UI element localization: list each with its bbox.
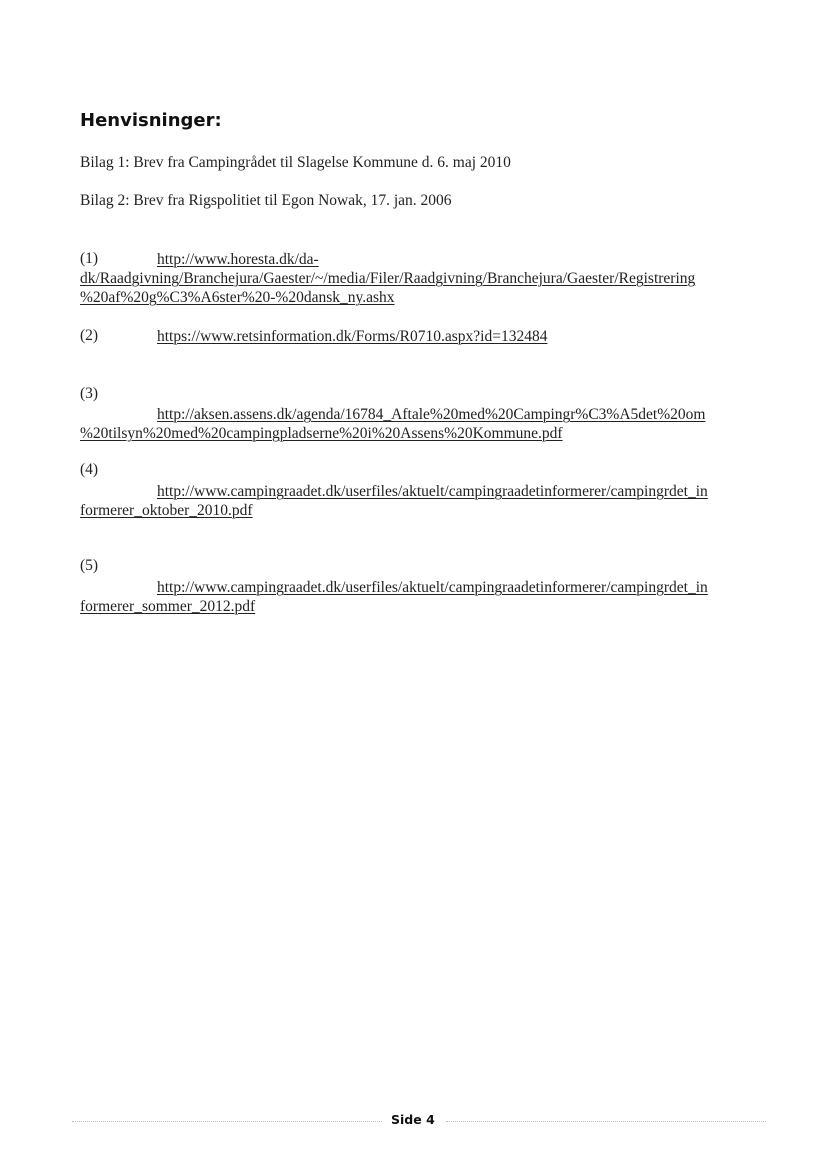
page-number: Side 4: [391, 1112, 435, 1127]
reference-link-1-line-3: %20af%20g%C3%A6ster%20-%20dansk_ny.ashx: [80, 289, 395, 306]
reference-link-5[interactable]: [80, 578, 760, 616]
page-heading: Henvisninger:: [80, 110, 222, 131]
bilag-2: Bilag 2: Brev fra Rigspolitiet til Egon Nowak, 17. jan. 2006: [80, 192, 452, 209]
reference-number-3: (3): [80, 385, 99, 402]
reference-number-2: (2): [80, 327, 99, 344]
reference-number-5: (5): [80, 557, 99, 574]
reference-link-3-line-2: %20tilsyn%20med%20campingpladserne%20i%20Assens%20Kommune.pdf: [80, 425, 563, 442]
reference-link-4[interactable]: [80, 482, 760, 520]
reference-link-1-line-1: http://www.horesta.dk/da-: [157, 251, 319, 268]
reference-link-3[interactable]: [80, 405, 760, 443]
reference-link-5-line-2: formerer_sommer_2012.pdf: [80, 598, 256, 615]
bilag-1: Bilag 1: Brev fra Campingrådet til Slagelse Kommune d. 6. maj 2010: [80, 154, 511, 171]
reference-link-4-line-2: formerer_oktober_2010.pdf: [80, 502, 253, 519]
reference-link-1-line-2: dk/Raadgivning/Branchejura/Gaester/~/media/Filer/Raadgivning/Branchejura/Gaester/Registrering: [80, 270, 696, 287]
footer-rule-left: [72, 1121, 382, 1122]
reference-number-4: (4): [80, 461, 99, 478]
reference-link-5-line-1: http://www.campingraadet.dk/userfiles/aktuelt/campingraadetinformerer/campingrdet_in: [157, 579, 708, 596]
reference-link-2-line-1: https://www.retsinformation.dk/Forms/R0710.aspx?id=132484: [157, 328, 548, 345]
reference-link-4-line-1: http://www.campingraadet.dk/userfiles/aktuelt/campingraadetinformerer/campingrdet_in: [157, 483, 708, 500]
reference-link-2[interactable]: [80, 327, 760, 346]
reference-link-1[interactable]: [80, 250, 760, 307]
footer-rule-right: [446, 1121, 766, 1122]
reference-link-3-line-1: http://aksen.assens.dk/agenda/16784_Aftale%20med%20Campingr%C3%A5det%20om: [157, 406, 706, 423]
reference-number-1: (1): [80, 250, 99, 267]
